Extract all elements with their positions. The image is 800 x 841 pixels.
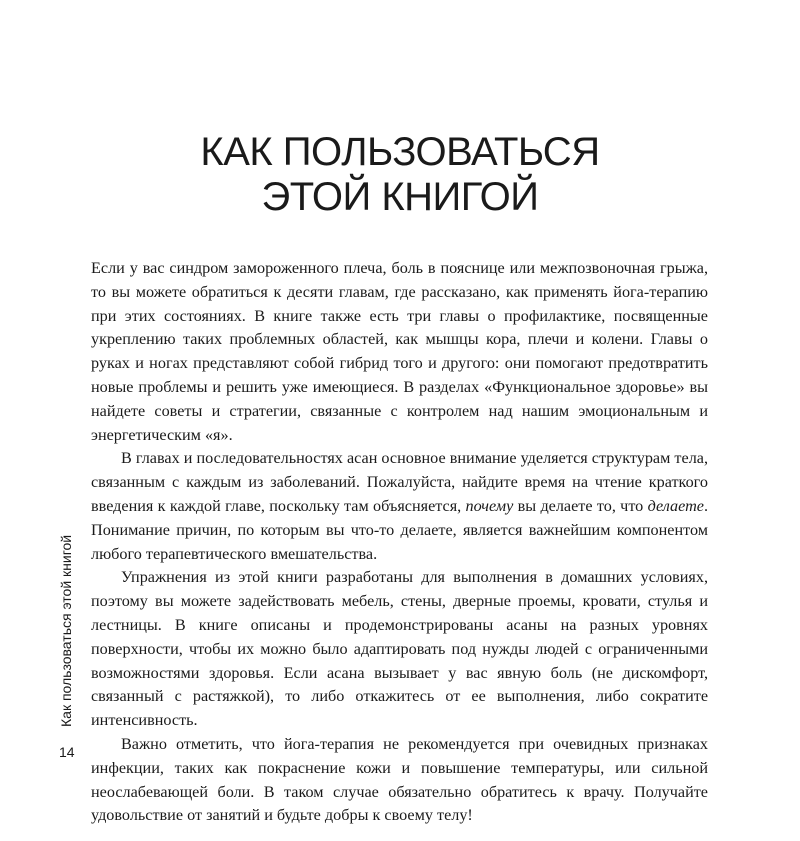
paragraph-2-part-3: . Понимание причин, по которым вы что-то делаете, является важнейшим компонентом любого терапевтического вмешательства. xyxy=(91,496,708,563)
page-title xyxy=(0,130,800,220)
paragraph-2 xyxy=(91,447,708,566)
running-head-vertical: Как пользоваться этой книгой xyxy=(58,534,74,727)
paragraph-1: Если у вас синдром замороженного плеча, боль в пояснице или межпозвоночная грыжа, то вы можете обратиться к десяти главам, где рассказано, как применять йога-терапию при этих состояниях. В книге также есть три главы о профилактике, посвященные укреплению таких проблемных областей, как мышцы кора, плечи и колени. Главы о руках и ногах представляют собой гибрид того и другого: они помогают предотвратить новые проблемы и решить уже имеющиеся. В разделах «Функциональное здоровье» вы найдете советы и стратегии, связанные с контролем над нашим эмоциональным и энергетическим «я». xyxy=(91,259,708,444)
page-number: 14 xyxy=(59,744,75,760)
paragraph-4: Важно отметить, что йога-терапия не рекомендуется при очевидных признаках инфекции, таких как покраснение кожи и повышение температуры, или сильной неослабевающей боли. В таком случае обязательно обратитесь к врачу. Получайте удовольствие от занятий и будьте добры к своему телу! xyxy=(91,734,708,825)
page-title-line-2: ЭТОЙ КНИГОЙ xyxy=(261,175,539,219)
paragraph-3: Упражнения из этой книги разработаны для выполнения в домашних условиях, поэтому вы можете задействовать мебель, стены, дверные проемы, кровати, стулья и лестницы. В книге описаны и продемонстрированы асаны на разных уровнях поверхности, чтобы их можно было адаптировать под нужды людей с ограниченными возможностями здоровья. Если асана вызывает у вас явную боль (не дискомфорт, связанный с растяжкой), то либо откажитесь от ее выполнения, либо сократите интенсивность. xyxy=(91,568,708,730)
body-text xyxy=(91,257,708,828)
paragraph-2-part-2: вы делаете то, что xyxy=(513,496,648,515)
paragraph-2-emphasis-1: почему xyxy=(465,496,514,515)
page-title-line-1: КАК ПОЛЬЗОВАТЬСЯ xyxy=(200,130,600,174)
paragraph-2-part-1: В главах и последовательностях асан основное внимание уделяется структурам тела, связанным с каждым из заболеваний. Пожалуйста, найдите время на чтение краткого введения к каждой главе, поскольку там объясняется, xyxy=(91,449,708,515)
paragraph-2-emphasis-2: делаете xyxy=(647,496,704,515)
